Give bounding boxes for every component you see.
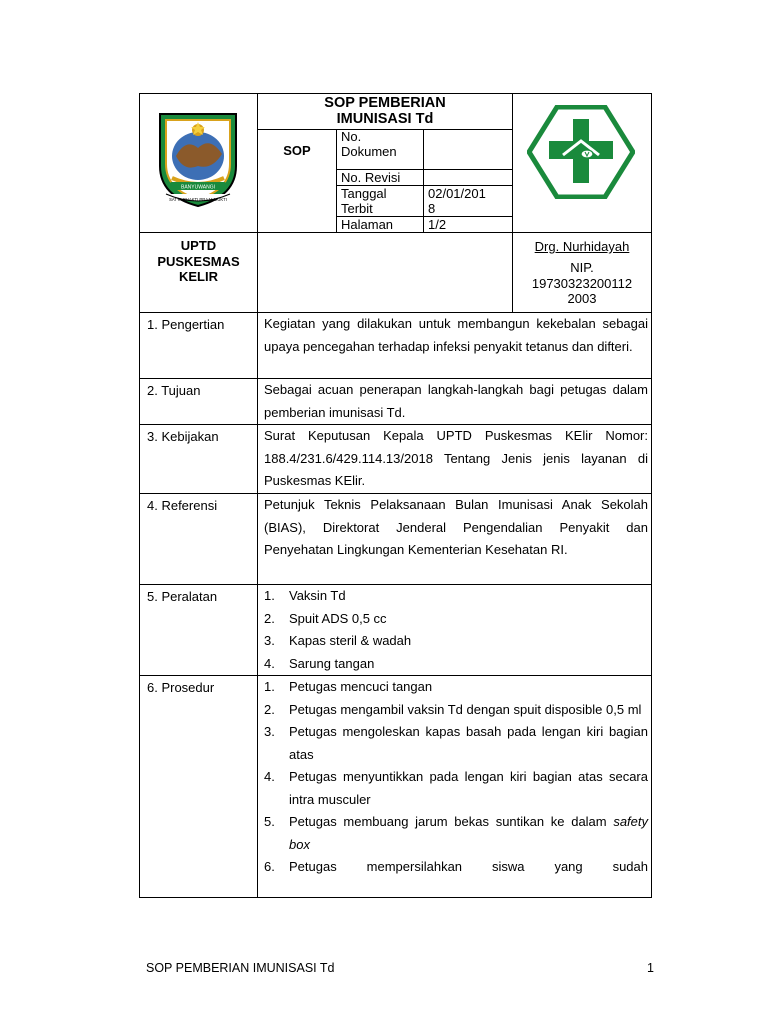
list-item: 6. Petugas mempersilahkan siswa yang sudah (264, 859, 648, 874)
section-text: Kegiatan yang dilakukan untuk membangun kekebalan sebagai upaya pencegahan terhadap infeksi penyakit tetanus dan difteri. (264, 316, 648, 354)
page-number: 1 (647, 961, 654, 975)
section-peralatan (140, 584, 651, 676)
list-item: 3. Petugas mengoleskan kapas basah pada lengan kiri bagian atas (264, 724, 648, 762)
section-label: 3. Kebijakan (147, 429, 219, 444)
document-title (258, 95, 512, 127)
list-item: 4. Sarung tangan (264, 655, 375, 671)
halaman-value: 1/2 (428, 217, 447, 232)
no-dokumen-label: No. Dokumen (341, 129, 397, 159)
list-item: 2. Petugas mengambil vaksin Td dengan spuit disposible 0,5 ml (264, 701, 642, 717)
list-item: 2. Spuit ADS 0,5 cc (264, 610, 387, 626)
tanggal-terbit-label: Tanggal Terbit (341, 186, 387, 216)
list-item: 1. Vaksin Td (264, 588, 346, 603)
list-item: 5. Petugas membuang jarum bekas suntikan ke dalam safety box (264, 814, 648, 852)
tanggal-terbit-value: 02/01/201 8 (428, 186, 486, 216)
svg-text:SATYA BHAKTI PRAJA MUKTI: SATYA BHAKTI PRAJA MUKTI (169, 197, 227, 202)
halaman-label: Halaman (341, 217, 394, 232)
list-item: 4. Petugas menyuntikkan pada lengan kiri bagian atas secara intra musculer (264, 769, 648, 807)
section-pengertian (140, 312, 651, 379)
no-revisi-label: No. Revisi (341, 170, 401, 185)
section-text: Sebagai acuan penerapan langkah-langkah bagi petugas dalam pemberian imunisasi Td. (264, 382, 648, 420)
puskesmas-logo (527, 105, 635, 199)
section-referensi (140, 493, 651, 585)
section-label: 6. Prosedur (147, 680, 215, 695)
title-line-1: SOP PEMBERIAN (324, 95, 446, 111)
section-label: 1. Pengertian (147, 317, 225, 332)
organization-name: UPTD PUSKESMAS KELIR (157, 238, 240, 284)
section-label: 4. Referensi (147, 498, 218, 513)
section-text: Petunjuk Teknis Pelaksanaan Bulan Imunisasi Anak Sekolah (BIAS), Direktorat Jenderal Pengendalian Penyakit dan Penyehatan Lingkungan Kementerian Kesehatan RI. (264, 497, 648, 557)
title-line-2: IMUNISASI Td (336, 111, 434, 127)
section-tujuan (140, 378, 651, 425)
list-item: 1. Petugas mencuci tangan (264, 679, 433, 694)
signer-name: Drg. Nurhidayah (534, 239, 630, 254)
section-list (264, 676, 648, 879)
signer-nip: NIP. 19730323200112 2003 (531, 260, 633, 306)
section-kebijakan (140, 424, 651, 494)
section-text: Surat Keputusan Kepala UPTD Puskesmas KElir Nomor: 188.4/231.6/429.114.13/2018 Tentang Jenis jenis layanan di Puskesmas KElir. (264, 428, 648, 488)
section-list (264, 585, 648, 675)
svg-text:BANYUWANGI: BANYUWANGI (181, 184, 215, 191)
footer-title: SOP PEMBERIAN IMUNISASI Td (146, 961, 335, 975)
sop-label: SOP (283, 143, 311, 158)
sop-content-table (139, 312, 652, 898)
list-item: 3. Kapas steril & wadah (264, 633, 412, 648)
section-label: 5. Peralatan (147, 589, 218, 604)
section-prosedur (140, 675, 651, 898)
regency-emblem-logo (152, 108, 244, 208)
section-label: 2. Tujuan (147, 383, 201, 398)
